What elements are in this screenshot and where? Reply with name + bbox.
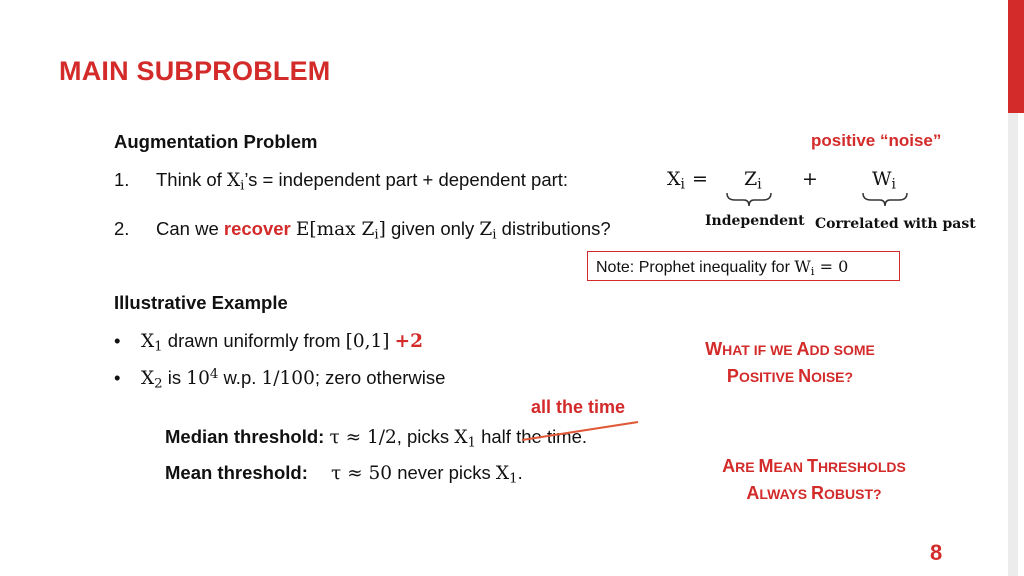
equation-equals: =	[692, 168, 708, 190]
callout-what-if	[650, 336, 930, 390]
equation-w: $W_i$	[872, 168, 896, 193]
independent-label: Independent	[705, 213, 805, 229]
page-number: 8	[930, 540, 943, 565]
equation-plus: +	[802, 168, 818, 190]
equation-lhs: $X_i$	[667, 168, 685, 193]
callout-are-mean-line-2: ALWAYS ROBUST?	[746, 483, 882, 503]
bullet-1-text: $X_1$ drawn uniformly from [0,1] +2	[141, 330, 424, 355]
all-the-time-annotation: all the time	[531, 397, 626, 417]
item-1-number: 1.	[114, 169, 130, 190]
strikethrough-line-icon	[520, 418, 642, 444]
mean-threshold-line: Mean threshold: τ ≈ 50 never picks $X_1$.	[165, 462, 523, 487]
equation-z: $Z_i$	[744, 168, 762, 193]
item-2-number: 2.	[114, 218, 130, 239]
item-1-text: Think of $X_i’s$ = independent part + dependent part:	[156, 169, 569, 194]
example-heading: Illustrative Example	[114, 292, 288, 313]
right-edge-accent	[1008, 0, 1024, 113]
slide-title: MAIN SUBPROBLEM	[59, 56, 331, 86]
bullet-1-marker: •	[114, 330, 121, 351]
callout-what-if-line-1: WHAT IF WE ADD SOME	[705, 339, 875, 359]
callout-what-if-line-2: POSITIVE NOISE?	[726, 366, 854, 386]
augmentation-heading: Augmentation Problem	[114, 131, 318, 152]
note-box: Note: Prophet inequality for $W_i = 0$	[587, 251, 900, 281]
brace-correlated-icon	[860, 191, 910, 209]
struck-text: half the time.	[481, 426, 588, 447]
bullet-2-text: $X_2$ is $10^4$ w.p. 1/100; zero otherwise	[141, 367, 446, 392]
bullet-2-marker: •	[114, 367, 121, 388]
callout-are-mean	[674, 453, 954, 507]
positive-noise-label: positive “noise”	[811, 131, 942, 150]
brace-independent-icon	[724, 191, 774, 209]
callout-are-mean-line-1: ARE MEAN THRESHOLDS	[722, 456, 906, 476]
correlated-label: Correlated with past	[815, 216, 976, 232]
median-threshold-line: Median threshold: τ ≈ 1/2, picks $X_1$ half the time.	[165, 426, 588, 451]
item-2-text: Can we recover E[max $Z_i$] given only $Z_i$ distributions?	[156, 218, 611, 243]
